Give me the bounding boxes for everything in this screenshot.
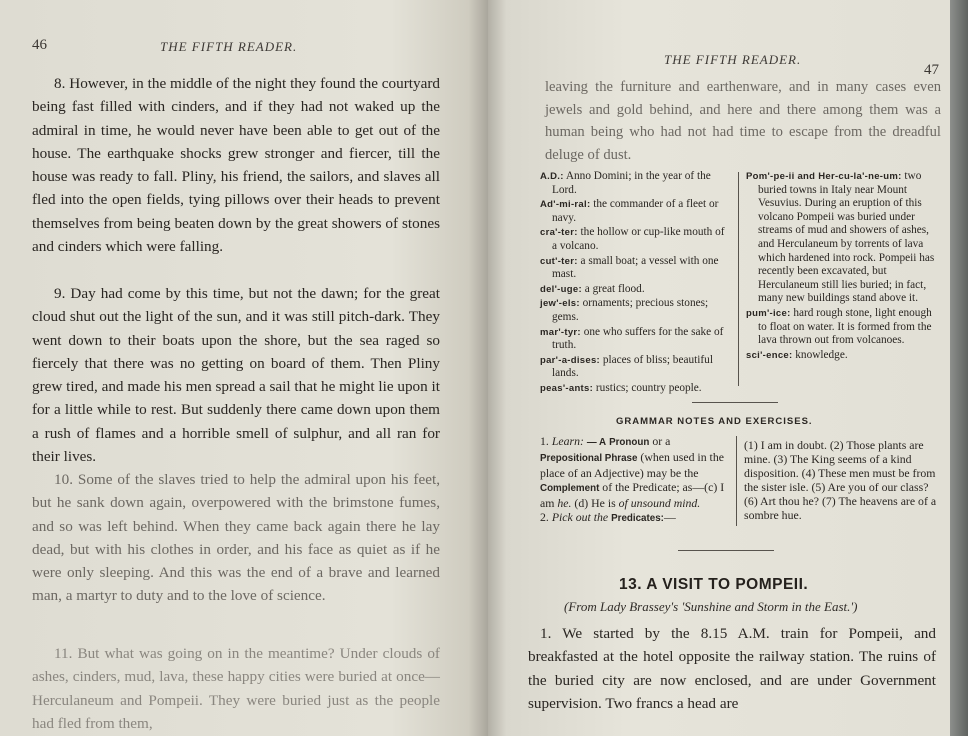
book-edge	[950, 0, 968, 736]
section-rule-top	[692, 402, 778, 403]
paragraph-10	[32, 468, 440, 608]
glossary-entry: del'-uge: a great flood.	[540, 282, 645, 295]
glossary-entry: cra'-ter: the hollow or cup-like mouth of a volcano.	[540, 226, 725, 252]
glossary-entry: Pom'-pe-ii and Her-cu-la'-ne-um: two buried towns in Italy near Mount Vesuvius. During an eruption of this volcano Pompeii was buried under streams of mud and showers of ashes, and Herculaneum by torrents of lava which hardened into rock. Pompeii has recently been excavated, but Herculaneum still lies buried; in fact, many new buildings stand above it.	[746, 170, 935, 305]
section-rule-bottom	[678, 550, 774, 551]
paragraph-11	[32, 642, 440, 735]
right-page	[488, 0, 950, 736]
notes-heading: GRAMMAR NOTES AND EXERCISES.	[616, 416, 813, 427]
left-page-number: 46	[32, 37, 47, 53]
notes-divider	[736, 436, 737, 526]
paragraph-8-text: 8. However, in the middle of the night they found the courtyard being fast filled with cinders, and if they had not waked up the admiral in time, he would never have been able to get out of the house. The earthquake shocks grew stronger and fiercer, till the house was ready to fall. Pliny, his friend, the sailors, and slaves all fled into the open fields, tying pillows over their heads to prevent themselves from being beaten down by the great showers of stones and cinders which were falling.	[32, 75, 440, 256]
continuation-paragraph: leaving the furniture and earthenware, and in many cases even jewels and gold behind, and here and there among them was a human being who had not had time to escape from the dreadful deluge of dust.	[545, 79, 941, 163]
right-page-number: 47	[924, 62, 939, 78]
glossary-entry: Ad'-mi-ral: the commander of a fleet or navy.	[540, 198, 719, 224]
paragraph-9	[32, 282, 440, 468]
glossary-entry: A.D.: Anno Domini; in the year of the Lord.	[540, 170, 711, 196]
glossary-entry: peas'-ants: rustics; country people.	[540, 381, 702, 394]
note-item-1: 1. Learn: — A Pronoun or a Prepositional Phrase (when used in the place of an Adjective) may be the Complement of the Predicate; as—(c) I am he. (d) He is of unsound mind.	[540, 434, 725, 510]
glossary-entry: par'-a-dises: places of bliss; beautiful lands.	[540, 353, 713, 380]
glossary-column-left	[540, 170, 732, 397]
lesson-paragraph-1: 1. We started by the 8.15 A.M. train for Pompeii, and breakfasted at the hotel opposite the railway station. The ruins of the buried city are now enclosed, and are under Government supervision. Two francs a head are	[528, 625, 936, 712]
glossary-column-right	[746, 170, 940, 363]
glossary	[540, 170, 940, 392]
glossary-entry: cut'-ter: a small boat; a vessel with one mast.	[540, 254, 719, 281]
glossary-entry: mar'-tyr: one who suffers for the sake of truth.	[540, 325, 724, 352]
glossary-entry: jew'-els: ornaments; precious stones; gems.	[540, 297, 709, 323]
grammar-notes-left	[540, 434, 730, 526]
lesson-source: (From Lady Brassey's 'Sunshine and Storm in the East.')	[564, 599, 858, 614]
glossary-entry: sci'-ence: knowledge.	[746, 348, 848, 361]
paragraph-9-text: 9. Day had come by this time, but not the dawn; for the great cloud shut out the light of the sun, and it was still pitch-dark. They went down to their boats upon the shore, but the sea raged so fiercely that there was no getting on board of them. Then Pliny grew tired, and made his men spread a sail that he might lie upon it for a little while to rest. But suddenly there came down upon them a rush of flames and a horrible smell of sulphur, and all ran for their lives.	[32, 285, 440, 466]
grammar-notes-right: (1) I am in doubt. (2) Those plants are mine. (3) The King seems of a kind disposition. (4) These men must be from the sister isle. (5) Are you of our class? (6) Art thou he? (7) The heavens are of a sombre hue.	[744, 438, 937, 522]
right-running-head: THE FIFTH READER.	[664, 52, 802, 67]
glossary-entry: pum'-ice: hard rough stone, light enough to float on water. It is formed from the lava thrown out from volcanoes.	[746, 306, 932, 347]
paragraph-10-text: 10. Some of the slaves tried to help the admiral upon his feet, but he sank down again, overpowered with the brimstone fumes, and so was left behind. When they came back again there he lay dead, but with his clothes in order, and his face as quiet as if he were only sleeping. And this was the end of a brave and learned man, a martyr to duty and to the love of science.	[32, 471, 440, 605]
note-item-2: 2. Pick out the Predicates:—	[540, 510, 676, 524]
paragraph-11-text: 11. But what was going on in the meantime? Under clouds of ashes, cinders, mud, lava, these happy cities were buried at once—Herculaneum and Pompeii. They were buried just as the people had fled from them,	[32, 645, 440, 732]
left-running-head: THE FIFTH READER.	[160, 39, 298, 54]
glossary-divider	[738, 172, 739, 386]
paragraph-8	[32, 72, 440, 258]
lesson-title: 13. A VISIT TO POMPEII.	[619, 576, 809, 593]
